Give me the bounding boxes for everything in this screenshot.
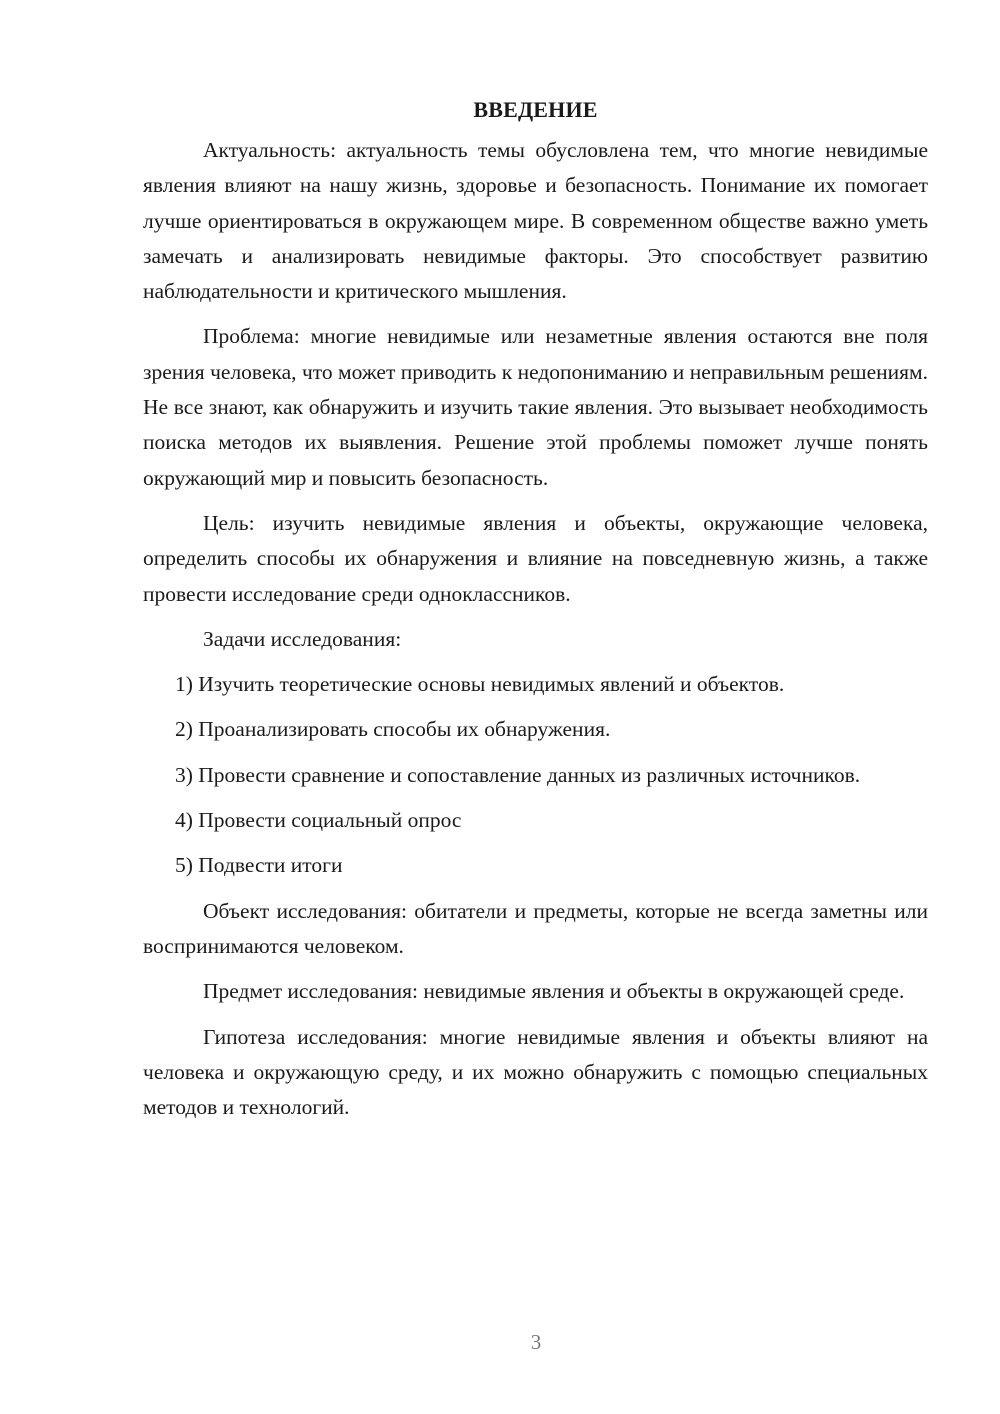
task-item-4: 4) Провести социальный опрос: [175, 808, 462, 833]
section-title: ВВЕДЕНИЕ: [473, 97, 598, 122]
paragraph-object: Объект исследования: обитатели и предметы, которые не всегда заметны или воспринимаются человеком.: [143, 898, 928, 958]
task-item-1: 1) Изучить теоретические основы невидимых явлений и объектов.: [175, 672, 785, 697]
task-item-2: 2) Проанализировать способы их обнаружения.: [175, 717, 611, 742]
page-number: 3: [530, 1330, 542, 1354]
document-page: [143, 92, 928, 1135]
task-item-5: 5) Подвести итоги: [175, 853, 343, 878]
paragraph-relevance: Актуальность: актуальность темы обусловлена тем, что многие невидимые явления влияют на нашу жизнь, здоровье и безопасность. Понимание их помогает лучше ориентироваться в окружающем мире. В современном обществе важно уметь замечать и анализировать невидимые факторы. Это способствует развитию наблюдательности и критического мышления.: [143, 138, 928, 304]
paragraph-problem: Проблема: многие невидимые или незаметные явления остаются вне поля зрения человека, что может приводить к недопониманию и неправильным решениям. Не все знают, как обнаружить и изучить такие явления. Это вызывает необходимость поиска методов их выявления. Решение этой проблемы поможет лучше понять окружающий мир и повысить безопасность.: [143, 324, 928, 490]
paragraph-goal: Цель: изучить невидимые явления и объекты, окружающие человека, определить способы их обнаружения и влияние на повседневную жизнь, а также провести исследование среди одноклассников.: [143, 510, 928, 606]
paragraph-subject: Предмет исследования: невидимые явления и объекты в окружающей среде.: [203, 979, 905, 1004]
paragraph-hypothesis: Гипотеза исследования: многие невидимые явления и объекты влияют на человека и окружающую среду, и их можно обнаружить с помощью специальных методов и технологий.: [143, 1024, 928, 1120]
tasks-heading: Задачи исследования:: [203, 626, 402, 651]
task-item-3: 3) Провести сравнение и сопоставление данных из различных источников.: [175, 762, 861, 787]
